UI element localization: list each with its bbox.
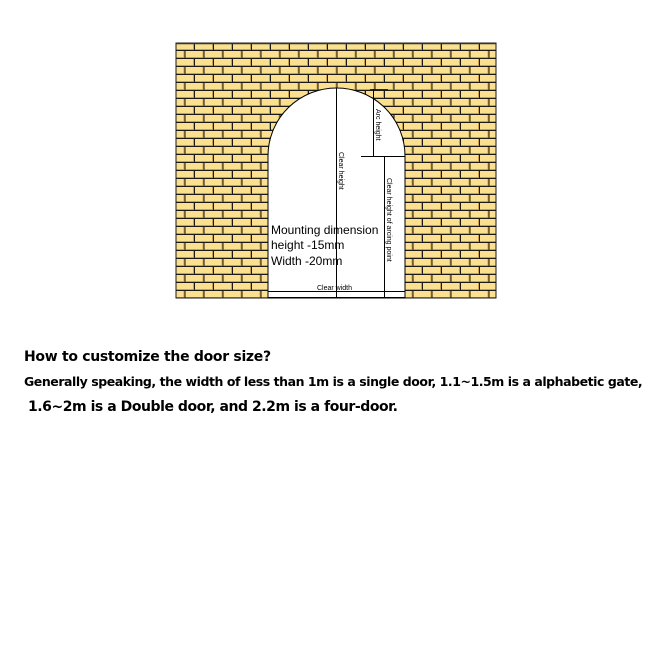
- mounting-dimension-line2: height -15mm: [271, 238, 345, 252]
- answer-line-1: Generally speaking, the width of less than 1m is a single door, 1.1~1.5m is a alphabetic gate,: [24, 374, 643, 389]
- clear-height-arcing-point-label: Clear height of arcing point: [385, 178, 392, 262]
- mounting-dimension-line1: Mounting dimension: [271, 223, 379, 237]
- question-heading: How to customize the door size?: [24, 349, 271, 365]
- answer-line-2: 1.6~2m is a Double door, and 2.2m is a four-door.: [28, 399, 398, 415]
- mounting-dimension-line3: Width -20mm: [271, 254, 343, 268]
- door-size-diagram: [0, 0, 650, 310]
- arc-height-label: Arc height: [374, 109, 381, 141]
- clear-height-label: Clear height: [337, 152, 344, 190]
- clear-width-label: Clear width: [317, 285, 353, 292]
